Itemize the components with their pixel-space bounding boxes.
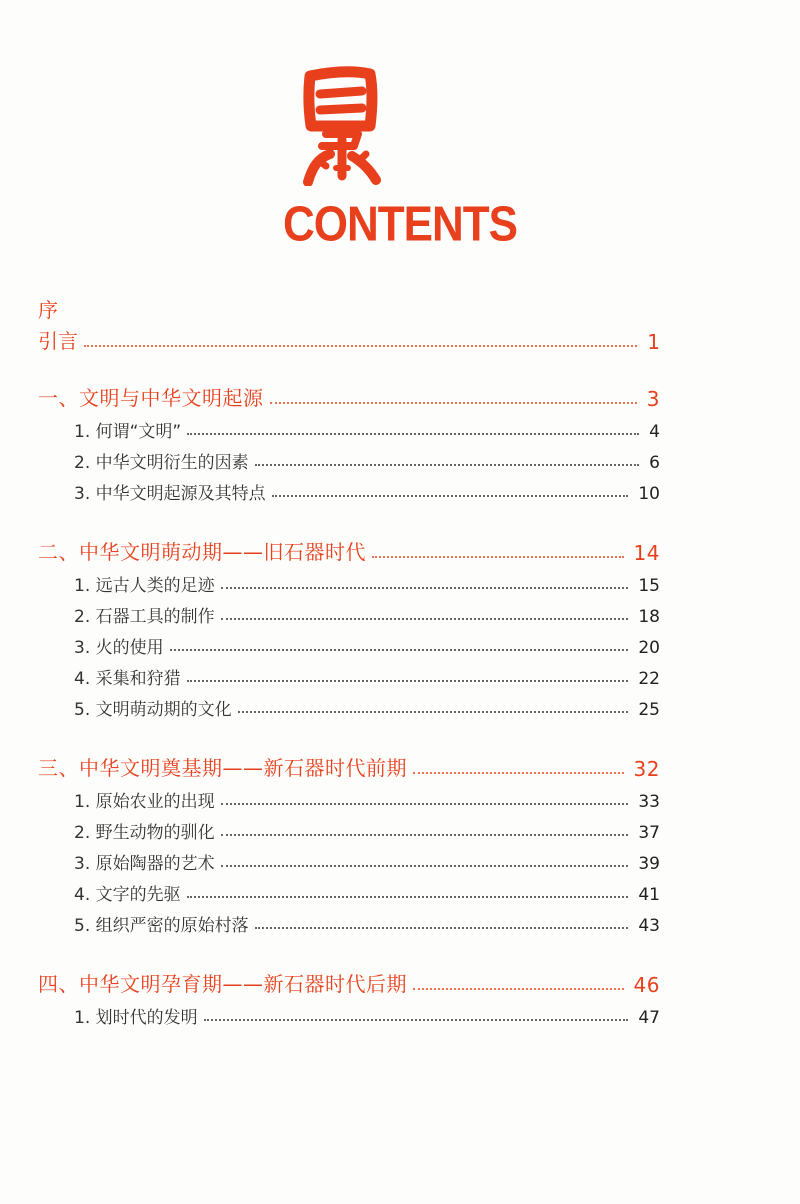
- dot-leader: [204, 1019, 629, 1021]
- toc-section-2-3[interactable]: [38, 627, 660, 658]
- toc-section-2-5[interactable]: [38, 689, 660, 720]
- dot-leader: [413, 772, 624, 774]
- toc-chapter-4[interactable]: [38, 966, 660, 997]
- toc-section-label: 1. 何谓“文明”: [74, 422, 182, 442]
- spacer: [38, 504, 660, 534]
- toc-section-1-3[interactable]: [38, 473, 660, 504]
- dot-leader: [272, 495, 629, 497]
- spacer: [38, 936, 660, 966]
- toc-section-label: 2. 中华文明衍生的因素: [74, 453, 249, 473]
- toc-page-number: 15: [638, 576, 660, 596]
- contents-heading: CONTENTS: [283, 197, 517, 252]
- toc-page-number: 46: [633, 973, 660, 997]
- toc-section-3-1[interactable]: [38, 781, 660, 812]
- toc-section-label: 5. 组织严密的原始村落: [74, 916, 249, 936]
- dot-leader: [84, 345, 637, 347]
- toc-section-label: 4. 文字的先驱: [74, 885, 181, 905]
- toc-page-number: 3: [646, 387, 660, 411]
- toc-section-2-2[interactable]: [38, 596, 660, 627]
- dot-leader: [255, 927, 629, 929]
- toc-chapter-label: 一、文明与中华文明起源: [38, 386, 264, 410]
- toc-page-number: 43: [638, 916, 660, 936]
- toc-section-3-4[interactable]: [38, 874, 660, 905]
- toc-section-label: 3. 火的使用: [74, 638, 164, 658]
- dot-leader: [413, 988, 624, 990]
- dot-leader: [170, 649, 629, 651]
- toc-chapter-2[interactable]: [38, 534, 660, 565]
- toc-page-number: 4: [649, 422, 660, 442]
- toc-section-label: 5. 文明萌动期的文化: [74, 700, 232, 720]
- spacer: [38, 720, 660, 750]
- toc-page-number: 20: [638, 638, 660, 658]
- toc-page-number: 1: [647, 330, 660, 354]
- toc-section-3-5[interactable]: [38, 905, 660, 936]
- dot-leader: [221, 834, 629, 836]
- toc-chapter-label: 四、中华文明孕育期——新石器时代后期: [38, 972, 407, 996]
- toc-page-number: 18: [638, 607, 660, 627]
- toc-chapter-1[interactable]: [38, 380, 660, 411]
- toc-section-label: 2. 石器工具的制作: [74, 607, 215, 627]
- dot-leader: [187, 896, 629, 898]
- toc-page-number: 33: [638, 792, 660, 812]
- toc-page-number: 25: [638, 700, 660, 720]
- dot-leader: [372, 556, 624, 558]
- dot-leader: [221, 803, 629, 805]
- table-of-contents: [38, 292, 660, 1028]
- toc-page-number: 6: [649, 453, 660, 473]
- dot-leader: [187, 433, 639, 435]
- toc-section-1-1[interactable]: [38, 411, 660, 442]
- toc-section-label: 1. 远古人类的足迹: [74, 576, 215, 596]
- toc-section-3-2[interactable]: [38, 812, 660, 843]
- toc-page-number: 14: [633, 541, 660, 565]
- dot-leader: [255, 464, 640, 466]
- toc-section-1-2[interactable]: [38, 442, 660, 473]
- toc-chapter-3[interactable]: [38, 750, 660, 781]
- dot-leader: [187, 680, 629, 682]
- toc-entry-intro[interactable]: [38, 323, 660, 354]
- toc-page-number: 47: [638, 1008, 660, 1028]
- toc-page-number: 10: [638, 484, 660, 504]
- toc-section-2-1[interactable]: [38, 565, 660, 596]
- toc-entry-preface[interactable]: [38, 292, 660, 323]
- toc-section-2-4[interactable]: [38, 658, 660, 689]
- dot-leader: [221, 865, 629, 867]
- toc-section-label: 1. 原始农业的出现: [74, 792, 215, 812]
- toc-section-label: 3. 原始陶器的艺术: [74, 854, 215, 874]
- seal-stamp-icon: [296, 64, 388, 186]
- toc-section-label: 4. 采集和狩猎: [74, 669, 181, 689]
- dot-leader: [270, 402, 637, 404]
- toc-chapter-label: 三、中华文明奠基期——新石器时代前期: [38, 756, 407, 780]
- dot-leader: [221, 587, 629, 589]
- toc-entry-label: 引言: [38, 329, 78, 353]
- toc-page-number: 41: [638, 885, 660, 905]
- toc-section-4-1[interactable]: [38, 997, 660, 1028]
- toc-section-label: 1. 划时代的发明: [74, 1008, 198, 1028]
- dot-leader: [221, 618, 629, 620]
- toc-section-3-3[interactable]: [38, 843, 660, 874]
- toc-page-number: 37: [638, 823, 660, 843]
- toc-section-label: 2. 野生动物的驯化: [74, 823, 215, 843]
- toc-page-number: 32: [633, 757, 660, 781]
- spacer: [38, 354, 660, 380]
- toc-entry-label: 序: [38, 298, 58, 322]
- toc-page-number: 22: [638, 669, 660, 689]
- seal-graphic: [296, 64, 388, 186]
- toc-section-label: 3. 中华文明起源及其特点: [74, 484, 266, 504]
- toc-page-number: 39: [638, 854, 660, 874]
- dot-leader: [238, 711, 629, 713]
- toc-chapter-label: 二、中华文明萌动期——旧石器时代: [38, 540, 366, 564]
